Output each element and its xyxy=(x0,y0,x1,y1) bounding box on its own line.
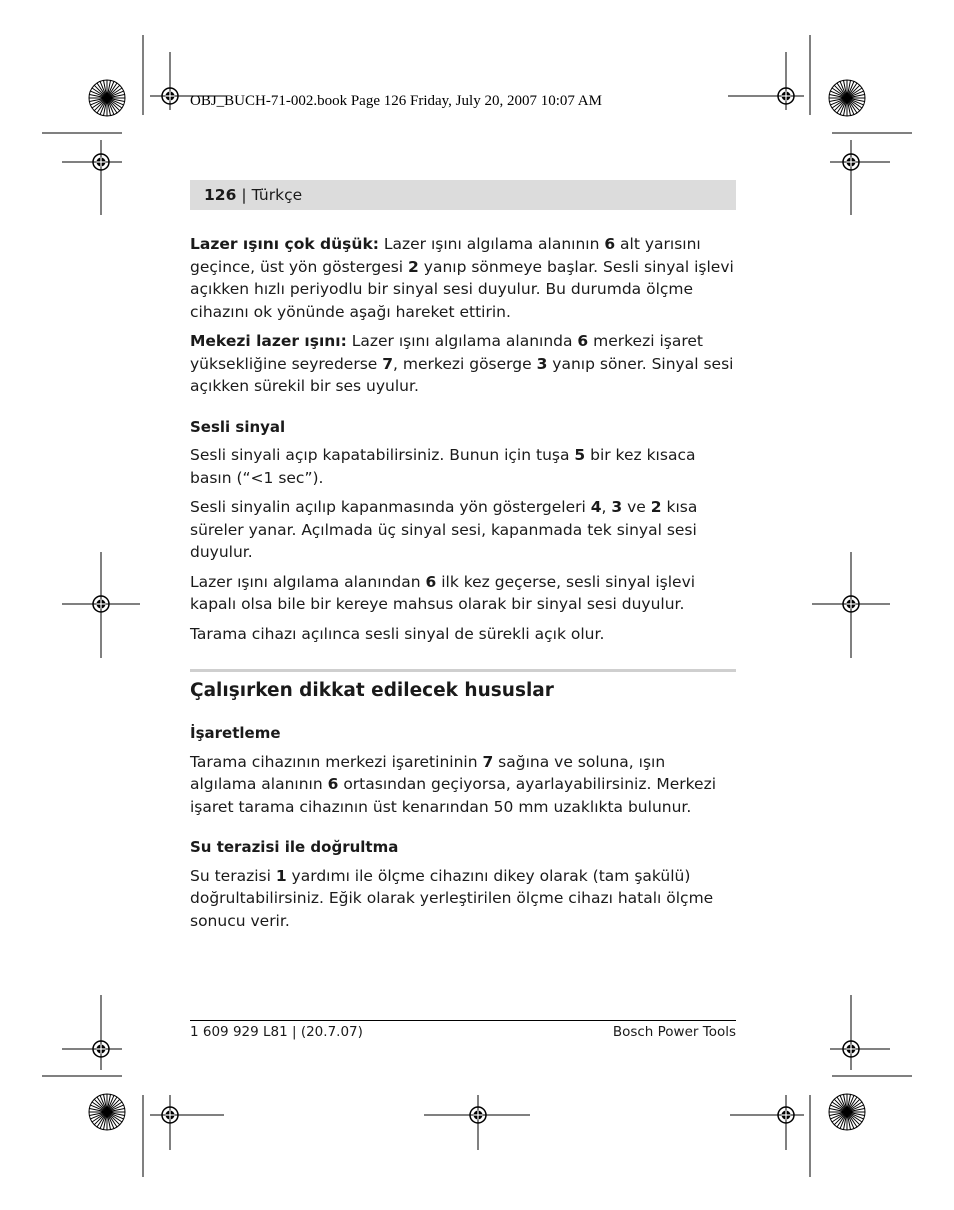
page-number: 126 xyxy=(204,186,237,204)
header-separator: | xyxy=(241,186,247,204)
subheading-marking: İşaretleme xyxy=(190,724,281,742)
page-header xyxy=(190,180,736,210)
paragraph-laser-too-low: Lazer ışını çok düşük: Lazer ışını algılama alanının 6 alt yarısını geçince, üst yön göstergesi 2 yanıp sönmeye başlar. Sesli sinyal işlevi açıkken hızlı periyodlu bir sinyal sesi duyulur. Bu durumda ölçme cihazını ok yönünde aşağı hareket ettirin. xyxy=(190,235,734,321)
paragraph-first-pass: Lazer ışını algılama alanından 6 ilk kez geçerse, sesli sinyal işlevi kapalı olsa bile bir kereye mahsus olarak bir sinyal sesi duyulur. xyxy=(190,572,696,613)
section-divider xyxy=(190,669,736,672)
paragraph-audio-default: Tarama cihazı açılınca sesli sinyal de sürekli açık olur. xyxy=(190,624,605,643)
language-label: Türkçe xyxy=(251,186,303,204)
subheading-audio-signal: Sesli sinyal xyxy=(190,417,286,436)
footer-doc-code: 1 609 929 L81 | (20.7.07) xyxy=(190,1024,363,1040)
book-file-info: OBJ_BUCH-71-002.book Page 126 Friday, July 20, 2007 10:07 AM xyxy=(190,93,602,109)
footer-brand: Bosch Power Tools xyxy=(612,1024,736,1040)
section-title: Çalışırken dikkat edilecek hususlar xyxy=(190,680,554,701)
subheading-level-alignment: Su terazisi ile doğrultma xyxy=(190,838,399,856)
page-footer xyxy=(190,1020,736,1040)
paragraph-center-laser: Mekezi lazer ışını: Lazer ışını algılama alanında 6 merkezi işaret yüksekliğine seyrederse 7, merkezi göserge 3 yanıp söner. Sinyal sesi açıkken sürekil bir ses uyulur. xyxy=(190,332,734,395)
paragraph-level-alignment: Su terazisi 1 yardımı ile ölçme cihazını dikey olarak (tam şakülü) doğrultabilirsiniz. Eğik olarak yerleştirilen ölçme cihazı hatalı ölçme sonucu verir. xyxy=(190,866,714,930)
paragraph-marking: Tarama cihazının merkezi işaretininin 7 sağına ve soluna, ışın algılama alanının 6 ortasından geçiyorsa, ayarlayabilirsiniz. Merkezi işaret tarama cihazının üst kenarından 50 mm uzaklıkta bulunur. xyxy=(190,752,717,816)
paragraph-audio-toggle: Sesli sinyali açıp kapatabilirsiniz. Bunun için tuşa 5 bir kez kısaca basın (“<1 sec”). xyxy=(190,446,696,487)
paragraph-audio-indicators: Sesli sinyalin açılıp kapanmasında yön göstergeleri 4, 3 ve 2 kısa süreler yanar. Açılmada üç sinyal sesi, kapanmada tek sinyal sesi duyulur. xyxy=(190,498,698,561)
main-content xyxy=(190,233,736,939)
color-star-mark xyxy=(89,80,125,116)
color-star-mark xyxy=(829,80,865,116)
